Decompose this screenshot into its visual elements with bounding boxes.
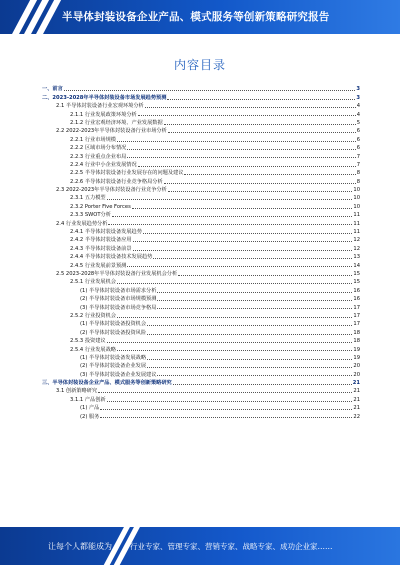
toc-page-number: 5 — [356, 119, 360, 126]
toc-entry[interactable] — [42, 227, 360, 235]
toc-entry[interactable] — [42, 294, 360, 302]
toc-entry[interactable] — [42, 118, 360, 126]
toc-dot-leader — [147, 359, 352, 360]
toc-page-number: 3 — [356, 86, 360, 93]
toc-page-number: 17 — [353, 304, 360, 311]
toc-dot-leader — [168, 132, 356, 133]
toc-dot-leader — [107, 199, 353, 200]
toc-entry-text: (1) 半导体封装设备市场需求分析 — [80, 287, 157, 294]
toc-dot-leader — [157, 292, 352, 293]
toc-page-number: 8 — [356, 178, 360, 185]
toc-dot-leader — [168, 191, 353, 192]
toc-page-number: 6 — [356, 128, 360, 135]
toc-dot-leader — [108, 224, 352, 225]
toc-page-number: 21 — [352, 380, 360, 387]
toc-entry[interactable] — [42, 160, 360, 168]
toc-entry-text: 3.1 创新策略研究 — [56, 388, 98, 395]
toc-entry[interactable] — [42, 302, 360, 310]
toc-dot-leader — [184, 174, 355, 175]
toc-page-number: 18 — [353, 338, 360, 345]
toc-entry[interactable] — [42, 269, 360, 277]
toc-entry[interactable] — [42, 386, 360, 394]
toc-page-number: 6 — [356, 145, 360, 152]
toc-page-number: 14 — [353, 262, 360, 269]
toc-dot-leader — [133, 250, 353, 251]
toc-entry-text: 三、半导体封装设备企业产品、模式服务等创新策略研究 — [42, 380, 172, 387]
toc-page-number: 6 — [356, 136, 360, 143]
toc-page-number: 19 — [353, 354, 360, 361]
toc-entry[interactable] — [42, 403, 360, 411]
toc-page-number: 20 — [353, 363, 360, 370]
toc-entry-text: 2.1.1 行业发展政策环境分析 — [70, 111, 137, 118]
toc-entry-text: 2.5.3 投资建议 — [70, 338, 106, 345]
toc-dot-leader — [147, 325, 352, 326]
toc-entry-text: 2.4.3 半导体封装设备前景 — [70, 245, 132, 252]
toc-entry-text: 2.2.6 半导体封装设备行业竞争格局分析 — [70, 178, 163, 185]
toc-page-number: 12 — [353, 237, 360, 244]
toc-entry-text: 2.2.3 行业重点企业布局 — [70, 153, 127, 160]
toc-entry[interactable] — [42, 84, 360, 92]
toc-entry[interactable] — [42, 92, 360, 100]
toc-page-number: 16 — [353, 287, 360, 294]
toc-entry[interactable] — [42, 134, 360, 142]
toc-entry[interactable] — [42, 151, 360, 159]
toc-entry[interactable] — [42, 411, 360, 419]
toc-page-number: 11 — [353, 220, 360, 227]
toc-page-number: 15 — [353, 270, 360, 277]
toc-dot-leader — [164, 124, 356, 125]
toc-heading: 内容目录 — [173, 58, 226, 72]
toc-entry[interactable] — [42, 336, 360, 344]
toc-entry[interactable] — [42, 101, 360, 109]
toc-entry-text: 3.1.1 产品创新 — [70, 396, 106, 403]
footer-slogan-right: 行业专家、管理专家、营销专家、战略专家、成功企业家…… — [130, 542, 333, 551]
toc-page-number: 10 — [353, 203, 360, 210]
toc-entry[interactable] — [42, 285, 360, 293]
toc-dot-leader — [64, 90, 356, 91]
toc-page-number: 21 — [353, 388, 360, 395]
toc-entry[interactable] — [42, 109, 360, 117]
toc-page-number: 20 — [353, 371, 360, 378]
toc-entry-text: 2.1 半导体封装设备行业宏观环境分析 — [56, 103, 144, 110]
toc-dot-leader — [117, 317, 352, 318]
report-footer-banner — [0, 527, 400, 565]
toc-dot-leader — [138, 166, 356, 167]
toc-entry[interactable] — [42, 327, 360, 335]
toc-entry-text: (1) 产品 — [80, 405, 100, 412]
report-title: 半导体封装设备企业产品、模式服务等创新策略研究报告 — [62, 11, 330, 23]
table-of-contents — [42, 84, 360, 420]
toc-entry[interactable] — [42, 193, 360, 201]
toc-entry-text: (1) 半导体封装设备投资机会 — [80, 321, 147, 328]
toc-dot-leader — [117, 350, 352, 351]
toc-entry[interactable] — [42, 218, 360, 226]
toc-dot-leader — [173, 384, 352, 385]
toc-entry[interactable] — [42, 243, 360, 251]
toc-dot-leader — [107, 342, 353, 343]
toc-dot-leader — [133, 241, 353, 242]
toc-entry[interactable] — [42, 361, 360, 369]
toc-page-number: 16 — [353, 296, 360, 303]
toc-page-number: 22 — [353, 413, 360, 420]
toc-dot-leader — [107, 401, 353, 402]
toc-entry-text: 2.5 2023-2028年半导体封装设备行业发展机会分析 — [56, 270, 178, 277]
toc-entry-text: 二、2023-2028年半导体封装设备市场发展趋势预测 — [42, 94, 167, 101]
toc-entry-text: (2) 半导体封装设备投资风险 — [80, 329, 147, 336]
toc-page-number: 4 — [356, 103, 360, 110]
toc-entry-text: 2.3 2022-2023年半导体封装设备行业竞争分析 — [56, 187, 167, 194]
toc-entry[interactable] — [42, 235, 360, 243]
toc-dot-leader — [167, 99, 355, 100]
toc-dot-leader — [157, 375, 352, 376]
toc-dot-leader — [153, 258, 352, 259]
toc-entry-text: 2.4.5 行业发展前景预测 — [70, 262, 127, 269]
toc-entry-text: 2.4.2 半导体封装设备应用 — [70, 237, 132, 244]
toc-dot-leader — [98, 392, 352, 393]
toc-page-number: 7 — [356, 161, 360, 168]
toc-entry-text: (1) 半导体封装设备发展战略 — [80, 354, 147, 361]
toc-entry[interactable] — [42, 378, 360, 386]
toc-dot-leader — [157, 308, 352, 309]
toc-entry-text: 2.2.4 行业中小企业发展情况 — [70, 161, 137, 168]
toc-page-number: 13 — [353, 254, 360, 261]
toc-entry-text: 2.2.5 半导体封装设备行业发展存在的问题及建议 — [70, 170, 184, 177]
toc-entry[interactable] — [42, 353, 360, 361]
toc-entry-text: 一、前言 — [42, 86, 63, 93]
footer-slogan-left: 让每个人都能成为 — [48, 542, 112, 551]
toc-dot-leader — [132, 208, 353, 209]
toc-page-number: 4 — [356, 111, 360, 118]
toc-dot-leader — [127, 266, 352, 267]
toc-page-number: 11 — [353, 229, 360, 236]
toc-entry-text: 2.2 2022-2023年半导体封装设备行业市场分析 — [56, 128, 167, 135]
toc-entry[interactable] — [42, 344, 360, 352]
toc-entry[interactable] — [42, 201, 360, 209]
toc-entry-text: 2.4.4 半导体封装设备技术发展趋势 — [70, 254, 153, 261]
toc-dot-leader — [117, 283, 352, 284]
toc-page-number: 21 — [353, 405, 360, 412]
toc-page-number: 10 — [353, 195, 360, 202]
toc-entry[interactable] — [42, 143, 360, 151]
toc-entry[interactable] — [42, 319, 360, 327]
toc-entry[interactable] — [42, 252, 360, 260]
toc-page-number: 15 — [353, 279, 360, 286]
toc-dot-leader — [143, 233, 352, 234]
toc-entry[interactable] — [42, 369, 360, 377]
toc-page-number: 10 — [353, 187, 360, 194]
toc-entry-text: (3) 半导体封装设备市场竞争格局 — [80, 304, 157, 311]
toc-entry-text: 2.3.1 五力模型 — [70, 195, 106, 202]
report-header-banner — [0, 0, 400, 34]
toc-page-number: 21 — [353, 396, 360, 403]
toc-entry-text: 2.1.2 行业宏观经济环境、产业发展数据 — [70, 119, 163, 126]
toc-entry-text: (2) 半导体封装设备市场规模预测 — [80, 296, 157, 303]
toc-dot-leader — [117, 141, 356, 142]
toc-page-number: 18 — [353, 329, 360, 336]
toc-dot-leader — [127, 149, 355, 150]
toc-entry[interactable] — [42, 277, 360, 285]
toc-entry[interactable] — [42, 210, 360, 218]
toc-page-number: 17 — [353, 312, 360, 319]
toc-entry-text: 2.3.2 Porter Five Forces — [70, 203, 131, 210]
toc-entry[interactable] — [42, 126, 360, 134]
toc-dot-leader — [157, 300, 352, 301]
toc-entry-text: 2.4.1 半导体封装设备发展趋势 — [70, 229, 142, 236]
toc-page-number: 17 — [353, 321, 360, 328]
toc-entry[interactable] — [42, 176, 360, 184]
toc-page-number: 12 — [353, 245, 360, 252]
toc-entry-text: (2) 服务 — [80, 413, 100, 420]
toc-entry-text: 2.5.4 行业发展战略 — [70, 346, 116, 353]
toc-entry[interactable] — [42, 311, 360, 319]
toc-dot-leader — [100, 409, 352, 410]
toc-entry-text: 2.4 行业发展趋势分析 — [56, 220, 108, 227]
toc-dot-leader — [164, 183, 356, 184]
toc-entry-text: 2.2.2 区域市场分布情况 — [70, 145, 127, 152]
toc-page-number: 8 — [356, 170, 360, 177]
toc-page-number: 3 — [356, 94, 360, 101]
toc-page-number: 7 — [356, 153, 360, 160]
toc-entry[interactable] — [42, 185, 360, 193]
toc-entry-text: 2.5.2 行业投资机会 — [70, 312, 116, 319]
toc-entry[interactable] — [42, 168, 360, 176]
toc-dot-leader — [147, 334, 352, 335]
toc-entry-text: 2.2.1 行业市场规模 — [70, 136, 116, 143]
toc-entry-text: (3) 半导体封装设备企业发展建议 — [80, 371, 157, 378]
toc-dot-leader — [147, 367, 352, 368]
toc-page-number: 19 — [353, 346, 360, 353]
toc-dot-leader — [100, 417, 352, 418]
toc-entry[interactable] — [42, 394, 360, 402]
toc-dot-leader — [112, 216, 352, 217]
toc-dot-leader — [127, 157, 355, 158]
toc-dot-leader — [178, 275, 352, 276]
toc-entry-text: 2.5.1 行业发展机会 — [70, 279, 116, 286]
toc-entry-text: (2) 半导体封装设备企业发展 — [80, 363, 147, 370]
toc-dot-leader — [145, 107, 356, 108]
toc-page-number: 11 — [353, 212, 360, 219]
toc-dot-leader — [138, 115, 356, 116]
toc-entry-text: 2.3.3 SWOT分析 — [70, 212, 111, 219]
toc-entry[interactable] — [42, 260, 360, 268]
